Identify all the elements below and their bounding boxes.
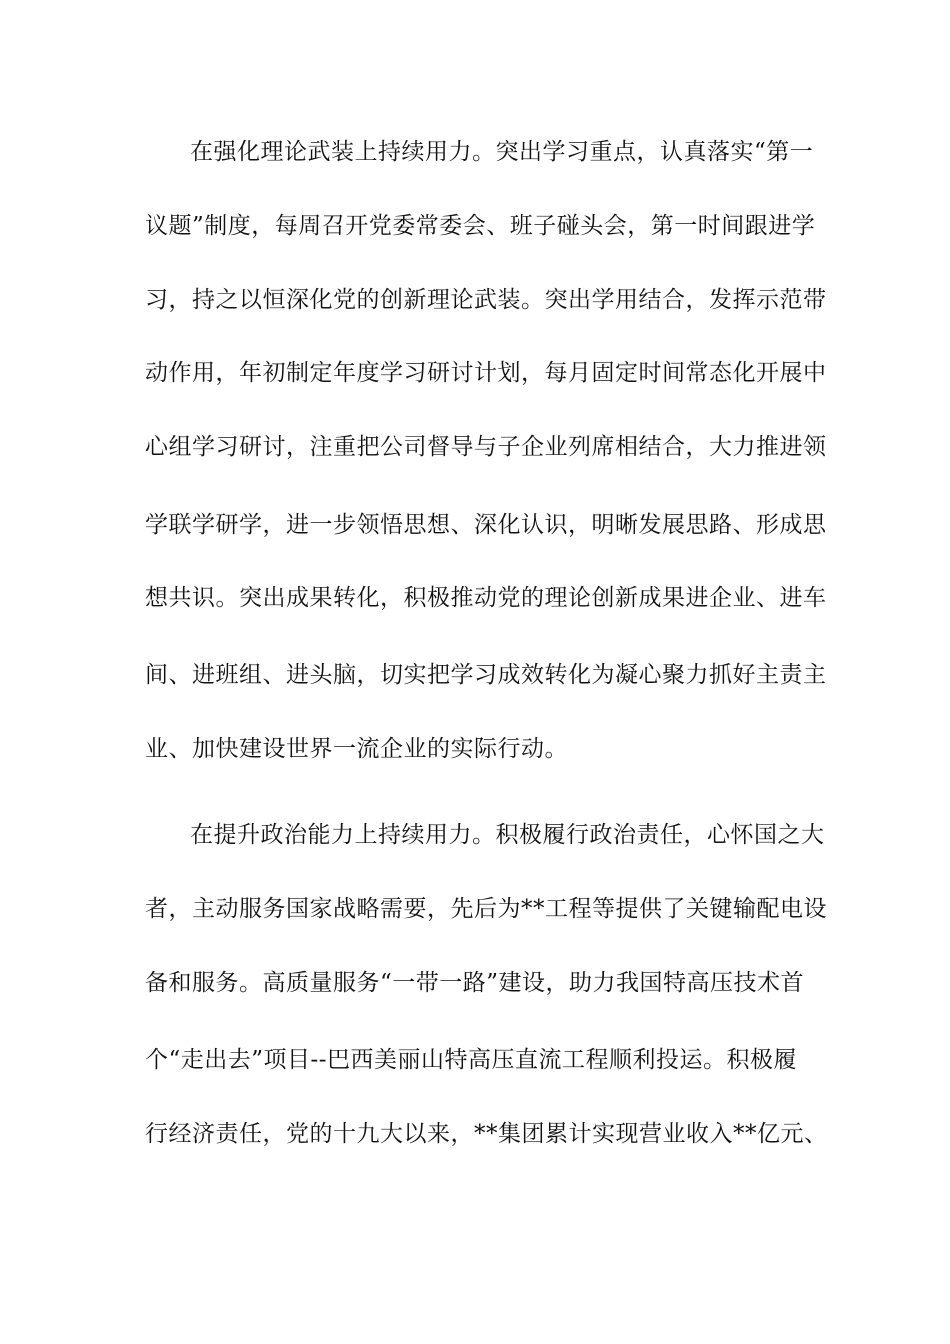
text-line: 动作用，年初制定年度学习研讨计划，每月固定时间常态化开展中: [145, 360, 827, 386]
text-line: 备和服务。高质量服务“一带一路”建设，助力我国特高压技术首: [145, 970, 805, 996]
text-line: 学联学研学，进一步领悟思想、深化认识，明晰发展思路、形成思: [145, 512, 827, 538]
text-line: 在强化理论武装上持续用力。突出学习重点，认真落实“第一: [190, 139, 814, 165]
text-line: 业、加快建设世界一流企业的实际行动。: [145, 736, 568, 762]
text-line: 者，主动服务国家战略需要，先后为**工程等提供了关键输配电设: [145, 896, 827, 922]
text-line: 议题”制度，每周召开党委常委会、班子碰头会，第一时间跟进学: [145, 213, 816, 239]
text-line: 想共识。突出成果转化，积极推动党的理论创新成果进企业、进车: [145, 585, 827, 611]
text-line: 习，持之以恒深化党的创新理论武装。突出学用结合，发挥示范带: [145, 287, 827, 313]
text-line: 心组学习研讨，注重把公司督导与子企业列席相结合，大力推进领: [145, 434, 827, 460]
text-line: 间、进班组、进头脑，切实把学习成效转化为凝心聚力抓好主责主: [145, 662, 827, 688]
text-line: 个“走出去”项目--巴西美丽山特高压直流工程顺利投运。积极履: [145, 1047, 798, 1073]
text-line: 行经济责任，党的十九大以来，**集团累计实现营业收入**亿元、: [145, 1121, 828, 1147]
text-line: 在提升政治能力上持续用力。积极履行政治责任，心怀国之大: [190, 822, 825, 848]
